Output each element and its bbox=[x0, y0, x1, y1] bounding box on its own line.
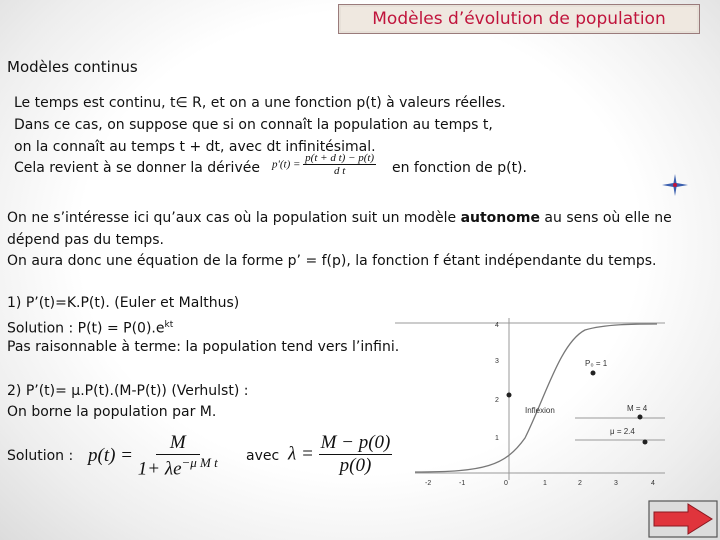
x-tick-0: 0 bbox=[504, 480, 508, 487]
cross-icon bbox=[660, 172, 690, 198]
lambda-numerator: M − p(0) bbox=[320, 432, 391, 453]
y-tick-1: 1 bbox=[495, 435, 499, 442]
model1-line-2 bbox=[7, 315, 173, 340]
section-title: Modèles continus bbox=[7, 58, 138, 76]
lambda-lhs: λ = bbox=[288, 443, 314, 465]
intro-line-4-pre: Cela revient à se donner la dérivée bbox=[14, 160, 260, 176]
logistic-curve bbox=[415, 324, 657, 472]
label-p0: P₀ = 1 bbox=[585, 359, 608, 368]
derivative-fraction bbox=[303, 152, 376, 177]
point-m bbox=[638, 415, 643, 420]
x-tick-3: 3 bbox=[614, 480, 618, 487]
model2-line-1: 2) P’(t)= μ.P(t).(M-P(t)) (Verhulst) : bbox=[7, 383, 249, 399]
x-tick-4: 4 bbox=[651, 480, 655, 487]
logistic-graph bbox=[395, 318, 685, 490]
verhulst-den-base: 1+ λe bbox=[137, 458, 182, 480]
lambda-formula bbox=[288, 432, 392, 477]
autonomous-line-1-pre: On ne s’intéresse ici qu’aux cas où la population suit un modèle bbox=[7, 210, 457, 226]
verhulst-numerator: M bbox=[156, 432, 200, 455]
lambda-fraction bbox=[319, 432, 393, 477]
autonomous-line-2: dépend pas du temps. bbox=[7, 232, 165, 248]
model1-exponent: kt bbox=[164, 320, 174, 330]
intro-line-3: on la connaît au temps t + dt, avec dt infinitésimal. bbox=[14, 139, 376, 155]
x-tick-neg1: -1 bbox=[459, 480, 466, 487]
x-tick-1: 1 bbox=[543, 480, 547, 487]
x-tick-neg2: -2 bbox=[425, 480, 432, 487]
point-mu bbox=[643, 440, 648, 445]
autonomous-line-3: On aura donc une équation de la forme p’ = f(p), la fonction f étant indépendante du temps. bbox=[7, 253, 657, 269]
next-slide-button[interactable] bbox=[648, 500, 718, 538]
label-mu: μ = 2.4 bbox=[610, 427, 635, 436]
verhulst-fraction bbox=[138, 432, 218, 480]
autonomous-keyword: autonome bbox=[460, 210, 540, 226]
intro-line-2: Dans ce cas, on suppose que si on connaît la population au temps t, bbox=[14, 117, 493, 133]
y-tick-3: 3 bbox=[495, 358, 499, 365]
model1-line-1: 1) P’(t)=K.P(t). (Euler et Malthus) bbox=[7, 295, 240, 311]
derivative-formula bbox=[272, 152, 376, 177]
point-p0 bbox=[591, 371, 596, 376]
autonomous-line-1 bbox=[7, 208, 672, 229]
intro-line-4 bbox=[14, 158, 260, 179]
derivative-denominator: d t bbox=[333, 165, 346, 177]
intro-line-1: Le temps est continu, t∈ R, et on a une fonction p(t) à valeurs réelles. bbox=[14, 95, 506, 111]
point-inflexion bbox=[507, 393, 512, 398]
verhulst-lhs: p(t) = bbox=[88, 445, 134, 467]
solution-label: Solution : bbox=[7, 448, 74, 464]
model1-solution: Solution : P(t) = P(0).e bbox=[7, 320, 165, 337]
model1-line-3: Pas raisonnable à terme: la population tend vers l’infini. bbox=[7, 339, 400, 355]
verhulst-denominator bbox=[138, 455, 218, 480]
y-tick-2: 2 bbox=[495, 397, 499, 404]
label-m: M = 4 bbox=[627, 404, 648, 413]
slide-title: Modèles d’évolution de population bbox=[338, 4, 700, 34]
derivative-numerator: p(t + d t) − p(t) bbox=[305, 152, 375, 164]
label-inflexion: Inflexion bbox=[525, 406, 555, 415]
avec-label: avec bbox=[246, 448, 280, 464]
intro-line-4-post: en fonction de p(t). bbox=[392, 160, 527, 176]
verhulst-formula bbox=[88, 432, 218, 480]
y-tick-4: 4 bbox=[495, 322, 499, 329]
lambda-denominator: p(0) bbox=[339, 455, 372, 476]
derivative-lhs: p'(t) = bbox=[272, 158, 301, 171]
autonomous-line-1-post: au sens où elle ne bbox=[544, 210, 672, 226]
x-tick-2: 2 bbox=[578, 480, 582, 487]
verhulst-den-exponent: −μ M t bbox=[181, 455, 218, 470]
model2-line-2: On borne la population par M. bbox=[7, 404, 217, 420]
